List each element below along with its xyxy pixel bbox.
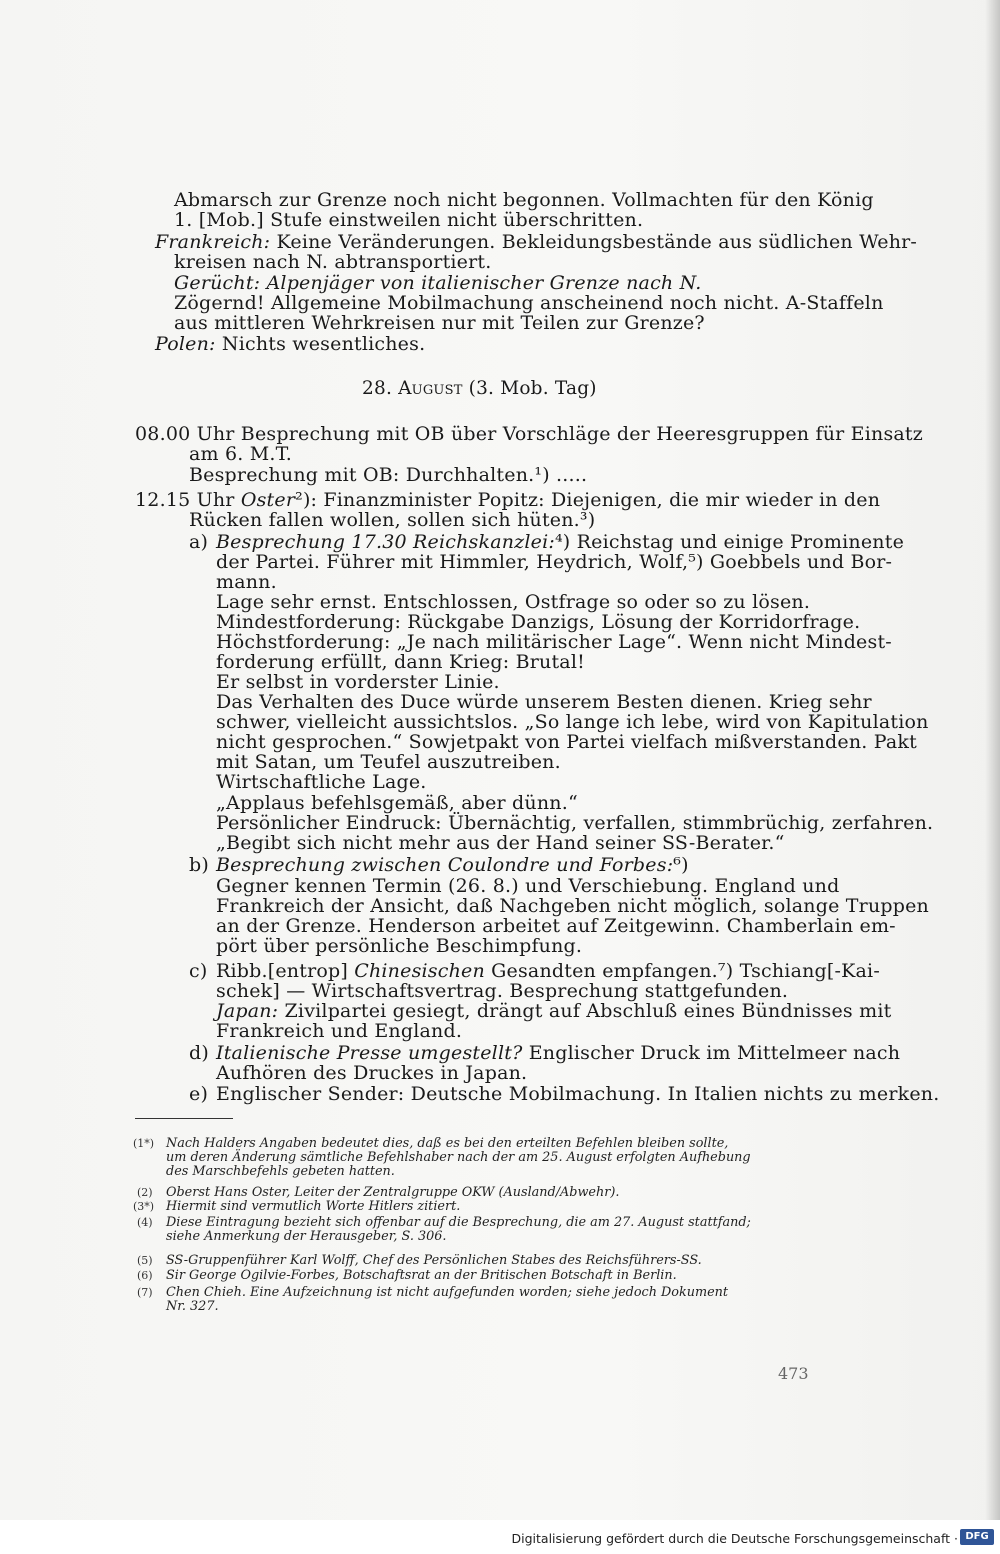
footnote-line: Diese Eintragung bezieht sich offenbar auf die Besprechung, die am 27. August stattfand;: [166, 1215, 751, 1230]
text-line: Abmarsch zur Grenze noch nicht begonnen. Vollmachten für den König: [174, 189, 874, 211]
text-line: Persönlicher Eindruck: Übernächtig, verfallen, stimmbrüchig, zerfahren.: [216, 812, 934, 834]
text-line: [216, 961, 880, 981]
page-edge-shadow: [985, 0, 1000, 1520]
text-line: Er selbst in vorderster Linie.: [216, 671, 500, 693]
text-line: 1. [Mob.] Stufe einstweilen nicht überschritten.: [174, 209, 644, 231]
text-line: schek] — Wirtschaftsvertrag. Besprechung stattgefunden.: [216, 980, 789, 1002]
text-line: kreisen nach N. abtransportiert.: [174, 251, 492, 273]
text-span: Besprechung 17.30 Reichskanzlei:: [216, 531, 555, 553]
text-line: Höchstforderung: „Je nach militärischer Lage“. Wenn nicht Mindest-: [216, 631, 892, 653]
item-label: a): [189, 531, 209, 553]
heading-day: 28.: [362, 378, 393, 399]
item-label: b): [189, 854, 209, 876]
text-line: pört über persönliche Beschimpfung.: [216, 935, 583, 957]
funding-credit: Digitalisierung gefördert durch die Deutsche Forschungsgemeinschaft ·: [511, 1531, 958, 1546]
item-label: e): [189, 1083, 209, 1105]
text-span: 12.15 Uhr: [135, 489, 235, 511]
text-line: schwer, vielleicht aussichtslos. „So lange ich lebe, wird von Kapitulation: [216, 711, 929, 733]
text-line: Zögernd! Allgemeine Mobilmachung anscheinend noch nicht. A-Staffeln: [174, 292, 884, 314]
text-line: forderung erfüllt, dann Krieg: Brutal!: [216, 651, 585, 673]
text-span: Keine Veränderungen. Bekleidungsbestände aus südlichen Wehr-: [276, 231, 918, 253]
text-span: Ribb.[entrop]: [216, 960, 348, 982]
text-line: Das Verhalten des Duce würde unserem Besten dienen. Krieg sehr: [216, 691, 872, 713]
text-span: Italienische Presse umgestellt?: [216, 1042, 523, 1064]
text-line: Lage sehr ernst. Entschlossen, Ostfrage so oder so zu lösen.: [216, 591, 811, 613]
text-span: Chinesischen: [354, 960, 485, 982]
text-line: [155, 334, 425, 354]
footnote-line: Chen Chieh. Eine Aufzeichnung ist nicht aufgefunden worden; siehe jedoch Dokument: [166, 1285, 729, 1300]
text-line: der Partei. Führer mit Himmler, Heydrich, Wolf,⁵) Goebbels und Bor-: [216, 551, 893, 573]
text-line: aus mittleren Wehrkreisen nur mit Teilen zur Grenze?: [174, 312, 705, 334]
text-line: an der Grenze. Henderson arbeitet auf Zeitgewinn. Chamberlain em-: [216, 915, 896, 937]
footnote-marker: (4): [137, 1216, 153, 1229]
text-span: Oster: [240, 489, 296, 511]
text-span: ⁶): [673, 854, 689, 876]
item-label: d): [189, 1042, 209, 1064]
text-line: [216, 855, 689, 875]
heading-subtitle: (3. Mob. Tag): [468, 378, 597, 399]
country-label: Polen:: [155, 333, 216, 355]
text-line: „Applaus befehlsgemäß, aber dünn.“: [216, 792, 578, 814]
footnote-line: Nr. 327.: [166, 1299, 219, 1314]
text-line: Englischer Sender: Deutsche Mobilmachung. In Italien nichts zu merken.: [216, 1083, 940, 1105]
text-line: „Begibt sich nicht mehr aus der Hand seiner SS-Berater.“: [216, 832, 785, 854]
country-label: Frankreich:: [155, 231, 271, 253]
footnote-line: des Marschbefehls gebeten hatten.: [166, 1164, 395, 1179]
footnote-marker: (5): [137, 1254, 153, 1267]
text-line: [216, 1043, 900, 1063]
text-line: mit Satan, um Teufel auszutreiben.: [216, 751, 561, 773]
footnote-line: Nach Halders Angaben bedeutet dies, daß es bei den erteilten Befehlen bleiben sollte,: [166, 1136, 729, 1151]
text-line: Gegner kennen Termin (26. 8.) und Verschiebung. England und: [216, 875, 840, 897]
text-span: Zivilpartei gesiegt, drängt auf Abschluß eines Bündnisses mit: [284, 1000, 892, 1022]
text-line: Aufhören des Druckes in Japan.: [216, 1062, 528, 1084]
footnote-marker: (7): [137, 1286, 153, 1299]
text-span: ²): Finanzminister Popitz: Diejenigen, die mir wieder in den: [295, 489, 881, 511]
text-line: 08.00 Uhr Besprechung mit OB über Vorschläge der Heeresgruppen für Einsatz: [135, 423, 923, 445]
text-line: Mindestforderung: Rückgabe Danzigs, Lösung der Korridorfrage.: [216, 611, 861, 633]
text-span: ⁴) Reichstag und einige Prominente: [554, 531, 905, 553]
footnote-marker: (1*): [133, 1137, 155, 1150]
item-label: c): [189, 960, 208, 982]
text-line: Wirtschaftliche Lage.: [216, 771, 427, 793]
footnote-marker: (6): [137, 1269, 153, 1282]
dfg-logo-icon[interactable]: DFG: [960, 1529, 994, 1545]
footnote-marker: (3*): [133, 1200, 155, 1213]
text-span: Englischer Druck im Mittelmeer nach: [528, 1042, 901, 1064]
text-line: nicht gesprochen.“ Sowjetpakt von Partei vielfach mißverstanden. Pakt: [216, 731, 917, 753]
text-line: Gerücht: Alpenjäger von italienischer Grenze nach N.: [174, 272, 702, 294]
text-line: [155, 232, 917, 252]
text-line: am 6. M.T.: [189, 443, 292, 465]
footnote-line: Oberst Hans Oster, Leiter der Zentralgruppe OKW (Ausland/Abwehr).: [166, 1185, 620, 1200]
text-line: Frankreich der Ansicht, daß Nachgeben nicht möglich, solange Truppen: [216, 895, 929, 917]
footnote-line: siehe Anmerkung der Herausgeber, S. 306.: [166, 1229, 447, 1244]
text-span: Besprechung zwischen Coulondre und Forbes:: [216, 854, 674, 876]
text-span: Nichts wesentliches.: [221, 333, 426, 355]
text-span: Gesandten empfangen.⁷) Tschiang[-Kai-: [491, 960, 880, 982]
text-span: Japan:: [216, 1000, 279, 1022]
text-line: [216, 532, 904, 552]
text-line: Frankreich und England.: [216, 1020, 463, 1042]
footnote-marker: (2): [137, 1186, 153, 1199]
text-line: mann.: [216, 571, 277, 593]
text-line: Rücken fallen wollen, sollen sich hüten.³): [189, 509, 596, 531]
text-line: Besprechung mit OB: Durchhalten.¹) .....: [189, 464, 588, 486]
heading-month: August: [398, 378, 463, 399]
footnote-line: Sir George Ogilvie-Forbes, Botschaftsrat an der Britischen Botschaft in Berlin.: [166, 1268, 677, 1283]
footnote-line: SS-Gruppenführer Karl Wolff, Chef des Persönlichen Stabes des Reichsführers-SS.: [166, 1253, 702, 1268]
footnote-divider: [135, 1118, 233, 1119]
text-line: [216, 1001, 891, 1021]
text-line: [135, 490, 880, 510]
footnote-line: um deren Änderung sämtliche Befehlshaber nach der am 25. August erfolgten Aufhebung: [166, 1150, 751, 1165]
section-heading: [362, 379, 597, 399]
footnote-line: Hiermit sind vermutlich Worte Hitlers zitiert.: [166, 1199, 461, 1214]
page-number: 473: [778, 1364, 809, 1383]
